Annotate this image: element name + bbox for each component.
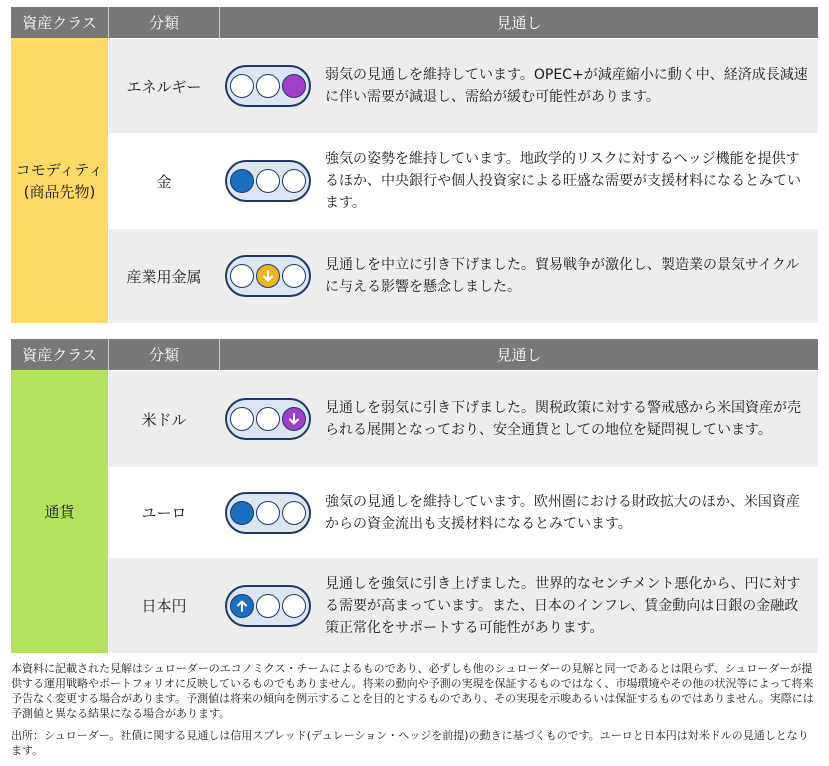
- traffic-light-indicator: [225, 160, 311, 202]
- active-bulb: [230, 501, 254, 525]
- commodity-table: [11, 7, 818, 323]
- outlook-text: 見通しを中立に引き下げました。貿易戦争が激化し、製造業の景気サイクルに与える影響を懸念しました。: [325, 257, 800, 295]
- inactive-bulb: [256, 169, 280, 193]
- header-asset-class: 資産クラス: [11, 7, 109, 38]
- inactive-bulb: [256, 501, 280, 525]
- asset-class-cell: [11, 38, 108, 323]
- table-row: [108, 467, 818, 557]
- table-row: [108, 557, 818, 653]
- active-bulb: [230, 169, 254, 193]
- active-bulb: [282, 74, 306, 98]
- traffic-light-indicator: [225, 492, 311, 534]
- disclaimer-note: 本資料に記載された見解はシュローダーのエコノミクス・チームによるものであり、必ずしも他のシュローダーの見解と同一であるとは限らず、シュローダーが提供する運用戦略やポートフォリオに反映しているものでもありません。将来の動向や予測の実現を保証するものではなく、市場環境やその他の状況等によって将来予告なく変更する場合があります。予測値は将来の傾向を例示することを目的とするものであり、その実現を示唆あるいは保証するものではありません。実際には予測値と異なる結果になる場合があります。: [11, 662, 814, 720]
- header-outlook: 見通し: [496, 14, 542, 32]
- traffic-light-indicator: [225, 585, 311, 627]
- outlook-light-cell: [219, 468, 317, 557]
- category-label: 金: [108, 134, 219, 228]
- source-note: 出所：シュローダー。社債に関する見通しは信用スプレッド(デュレーション・ヘッジを前提)の動きに基づくものです。ユーロと日本円は対米ドルの見通しとなります。: [11, 729, 809, 757]
- table-row: [108, 38, 818, 133]
- asset-class-label: 通貨: [44, 502, 75, 521]
- inactive-bulb: [256, 407, 280, 431]
- active-bulb: [230, 594, 254, 618]
- outlook-text: 弱気の見通しを維持しています。OPEC+が減産縮小に動く中、経済成長減速に伴い需要が減退し、需給が緩む可能性があります。: [325, 67, 808, 105]
- currency-table: [11, 339, 818, 653]
- asset-class-cell: [11, 370, 108, 653]
- outlook-light-cell: [219, 229, 317, 323]
- inactive-bulb: [230, 264, 254, 288]
- arrow-down-icon: [287, 412, 301, 426]
- header-category: 分類: [109, 339, 220, 370]
- category-label: ユーロ: [108, 468, 219, 557]
- outlook-light-cell: [219, 39, 317, 133]
- table-header: [11, 339, 818, 370]
- traffic-light-indicator: [225, 65, 311, 107]
- table-row: [108, 133, 818, 228]
- inactive-bulb: [256, 74, 280, 98]
- header-category: 分類: [109, 7, 220, 38]
- table-row: [108, 370, 818, 467]
- arrow-up-icon: [235, 599, 249, 613]
- outlook-text: 見通しを強気に引き上げました。世界的なセンチメント悪化から、円に対する需要が高まっています。また、日本のインフレ、賃金動向は日銀の金融政策正常化をサポートする可能性があります。: [325, 575, 801, 636]
- asset-class-label: コモディティ: [15, 160, 104, 179]
- outlook-light-cell: [219, 371, 317, 467]
- outlook-text: 強気の姿勢を維持しています。地政学的リスクに対するヘッジ機能を提供するほか、中央銀行や個人投資家による旺盛な需要が支援材料になるとみています。: [325, 151, 801, 211]
- header-asset-class: 資産クラス: [11, 339, 109, 370]
- inactive-bulb: [282, 169, 306, 193]
- table-header: [11, 7, 818, 38]
- active-bulb: [256, 264, 280, 288]
- outlook-text: 強気の見通しを維持しています。欧州圏における財政拡大のほか、米国資産からの資金流出も支援材料になるとみています。: [325, 493, 800, 532]
- inactive-bulb: [256, 594, 280, 618]
- table-row: [108, 228, 818, 323]
- arrow-down-icon: [261, 269, 275, 283]
- category-label: 米ドル: [108, 371, 219, 467]
- header-outlook: 見通し: [496, 346, 542, 364]
- inactive-bulb: [282, 501, 306, 525]
- category-label: 産業用金属: [108, 229, 219, 323]
- outlook-light-cell: [219, 558, 317, 653]
- asset-class-sublabel: (商品先物): [23, 182, 96, 201]
- outlook-light-cell: [219, 134, 317, 228]
- inactive-bulb: [282, 264, 306, 288]
- category-label: 日本円: [108, 558, 219, 653]
- active-bulb: [282, 407, 306, 431]
- outlook-text: 見通しを弱気に引き下げました。関税政策に対する警戒感から米国資産が売られる展開となっており、安全通貨としての地位を疑問視しています。: [325, 400, 801, 438]
- inactive-bulb: [230, 407, 254, 431]
- inactive-bulb: [282, 594, 306, 618]
- inactive-bulb: [230, 74, 254, 98]
- traffic-light-indicator: [225, 255, 311, 297]
- category-label: エネルギー: [108, 39, 219, 133]
- traffic-light-indicator: [225, 398, 311, 440]
